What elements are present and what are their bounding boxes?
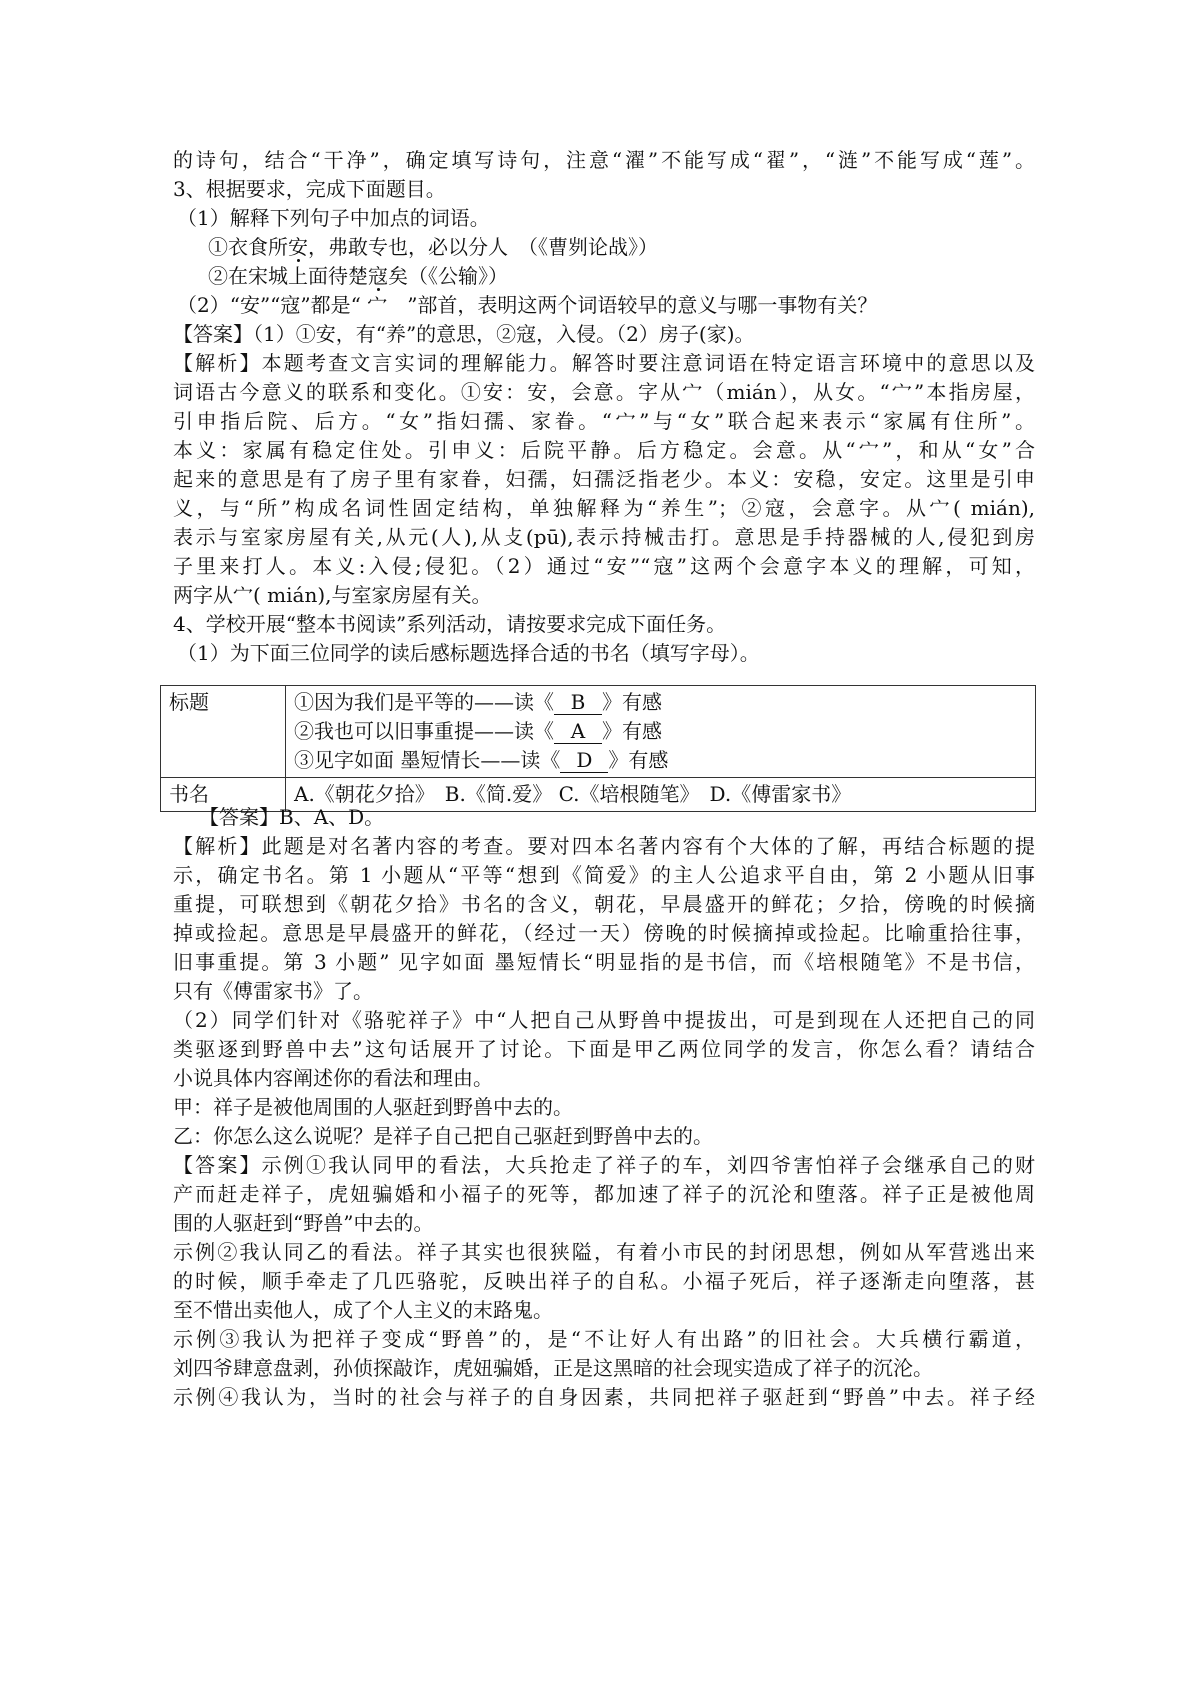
analysis-line: 子里来打人。本义:入侵;侵犯。（2）通过“安”“寇”这两个会意字本义的理解，可知， [173,554,1035,578]
analysis-line: 本义：家属有稳定住处。引申义：后院平静。后方稳定。会意。从“宀”，和从“女”合 [173,438,1035,462]
example-1: 围的人驱赶到“野兽”中去的。 [173,1211,434,1235]
books-cell: A.《朝花夕拾》 B.《简.爱》 C.《培根随笔》 D.《傅雷家书》 [286,778,1036,812]
answer: 【答案】B、A、D。 [199,805,385,829]
title-text: ②我也可以旧事重提——读《 [294,719,554,743]
analysis-line: 引申指后院、后方。“女”指妇孺、家眷。“宀”与“女”联合起来表示“家属有住所”。 [173,409,1035,433]
question-4-2: 类驱逐到野兽中去”这句话展开了讨论。下面是甲乙两位同学的发言，你怎么看？请结合 [173,1037,1035,1061]
question-3-1: （1）解释下列句子中加点的词语。 [177,206,490,230]
answer: 【答案】（1）①安，有“养”的意思，②寇，入侵。（2）房子(家)。 [173,322,755,346]
title-text: 》有感 [608,748,669,772]
analysis-line: 旧事重提。第 3 小题” 见字如面 墨短情长“明显指的是书信，而《培根随笔》不是书信， [173,950,1035,974]
answer-blank: B [554,690,602,715]
title-item [294,746,1027,775]
title-text: ①因为我们是平等的——读《 [294,690,554,714]
sentence-text: ①衣食所 [208,235,288,259]
analysis-line: 【解析】本题考查文言实词的理解能力。解答时要注意词语在特定语言环境中的意思以及 [173,351,1035,375]
example-2: 至不惜出卖他人，成了个人主义的末路鬼。 [173,1298,553,1322]
text-line: 的诗句，结合“干净”，确定填写诗句，注意“濯”不能写成“翟”，“涟”不能写成“莲”。 [173,148,1035,172]
analysis-line: 掉或捡起。意思是早晨盛开的鲜花，（经过一天）傍晚的时候摘掉或捡起。比喻重拾往事， [173,921,1035,945]
dotted-word: 安 [288,235,308,259]
title-text: ③见字如面 墨短情长——读《 [294,748,561,772]
example-2: 的时候，顺手牵走了几匹骆驼，反映出祥子的自私。小福子死后，祥子逐渐走向堕落，甚 [173,1269,1035,1293]
question-4-1: （1）为下面三位同学的读后感标题选择合适的书名（填写字母）。 [177,641,760,665]
table-header-books: 书名 [161,778,286,812]
sentence-text: 矣（《公输》） [388,264,508,288]
example-1: 【答案】示例①我认同甲的看法，大兵抢走了祥子的车，刘四爷害怕祥子会继承自己的财 [173,1153,1035,1177]
sentence-text: ，弗敢专也，必以分人 （《曹刿论战》） [308,235,658,259]
analysis-line: 【解析】此题是对名著内容的考查。要对四本名著内容有个大体的了解，再结合标题的提 [173,834,1035,858]
sentence-1 [173,233,1035,262]
statement-jia: 甲：祥子是被他周围的人驱赶到野兽中去的。 [173,1095,573,1119]
table-row [161,686,1036,778]
question-4-title: 4、学校开展“整本书阅读”系列活动，请按要求完成下面任务。 [173,612,727,636]
example-4: 示例④我认为，当时的社会与祥子的自身因素，共同把祥子驱赶到“野兽”中去。祥子经 [173,1385,1035,1409]
analysis-line: 义，与“所”构成名词性固定结构，单独解释为“养生”；②寇，会意字。从宀( mián), [173,496,1035,520]
analysis-line: 两字从宀( mián),与室家房屋有关。 [173,583,492,607]
sentence-2 [173,262,1035,291]
analysis-line: 重提，可联想到《朝花夕拾》书名的含义，朝花，早晨盛开的鲜花；夕拾，傍晚的时候摘 [173,892,1035,916]
question-4-2: （2）同学们针对《骆驼祥子》中“人把自己从野兽中提拔出，可是到现在人还把自己的同 [173,1008,1035,1032]
title-text: 》有感 [602,719,662,743]
example-2: 示例②我认同乙的看法。祥子其实也很狭隘，有着小市民的封闭思想，例如从军营逃出来 [173,1240,1035,1264]
table-header-titles: 标题 [161,686,286,778]
sentence-text: ②在宋城上面待楚 [208,264,368,288]
question-3-2: （2）“安”“寇”都是“ 宀 ”部首，表明这两个词语较早的意义与哪一事物有关？ [177,293,878,317]
analysis-line: 起来的意思是有了房子里有家眷，妇孺，妇孺泛指老少。本义：安稳，安定。这里是引申 [173,467,1035,491]
analysis-line: 表示与室家房屋有关,从元(人),从攴(pū),表示持械击打。意思是手持器械的人,侵犯到房 [173,525,1035,549]
document-part-1 [173,146,1035,668]
analysis-line: 词语古今意义的联系和变化。①安：安，会意。字从宀（mián），从女。“宀”本指房屋， [173,380,1035,404]
title-item [294,688,1027,717]
analysis-line: 示，确定书名。第 1 小题从“平等“想到《简爱》的主人公追求平自由，第 2 小题从旧事 [173,863,1035,887]
document-part-2 [173,803,1035,1412]
question-3-title: 3、根据要求，完成下面题目。 [173,177,446,201]
analysis-line: 只有《傅雷家书》了。 [173,979,373,1003]
example-3: 刘四爷肆意盘剥，孙侦探敲诈，虎妞骗婚，正是这黑暗的社会现实造成了祥子的沉沦。 [173,1356,933,1380]
title-text: 》有感 [602,690,662,714]
dotted-word: 寇 [368,264,388,288]
example-3: 示例③我认为把祥子变成“野兽”的，是“不让好人有出路”的旧社会。大兵横行霸道， [173,1327,1035,1351]
example-1: 产而赶走祥子，虎妞骗婚和小福子的死等，都加速了祥子的沉沦和堕落。祥子正是被他周 [173,1182,1035,1206]
answer-blank: D [560,748,608,773]
titles-cell [286,686,1036,778]
book-match-table [160,685,1036,812]
statement-yi: 乙：你怎么这么说呢？是祥子自己把自己驱赶到野兽中去的。 [173,1124,713,1148]
answer-blank: A [554,719,602,744]
title-item [294,717,1027,746]
question-4-2: 小说具体内容阐述你的看法和理由。 [173,1066,493,1090]
